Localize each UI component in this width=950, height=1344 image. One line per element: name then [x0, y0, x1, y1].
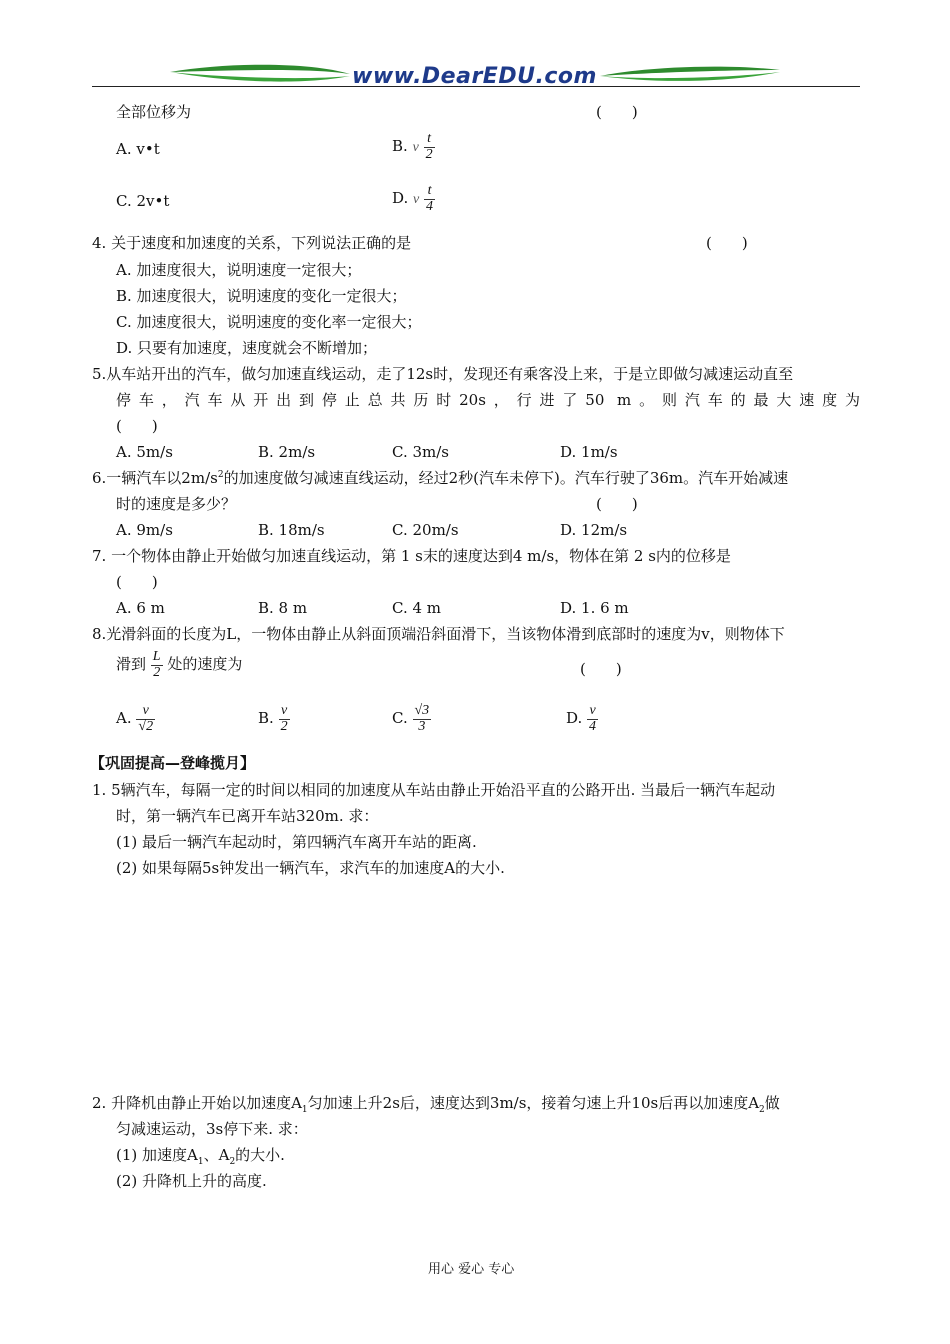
q-top-option-d [392, 184, 435, 214]
p2-sub1-b: 、A [203, 1146, 230, 1164]
fraction-numerator: t [424, 132, 435, 148]
q8-option-d [566, 704, 598, 734]
q8-line2-pre: 滑到 [116, 655, 147, 674]
fraction-numerator: √3 [414, 703, 430, 718]
q8-line2 [116, 650, 242, 680]
p2-line1-b: 匀加速上升2s后，速度达到3m/s，接着匀速上升10s后再以加速度A [307, 1094, 760, 1112]
q5-option-a: A. 5m/s [116, 443, 173, 461]
q7-option-c: C. 4 m [392, 599, 442, 617]
option-label: B. [392, 137, 408, 156]
fraction-numerator: L [152, 649, 161, 664]
q7-option-a: A. 6 m [116, 599, 165, 617]
q8-line2-post: 处的速度为 [167, 655, 243, 674]
q-top-option-b [392, 132, 435, 162]
q5-line1: 5.从车站开出的汽车，做匀加速直线运动，走了12s时，发现还有乘客没上来，于是立即做匀减速运动直至 [92, 365, 794, 383]
fraction [136, 704, 155, 734]
q6-line1-post: 的加速度做匀减速直线运动，经过2秒(汽车未停下)。汽车行驶了36m。汽车开始减速 [223, 469, 789, 487]
fraction-numerator: v [587, 704, 598, 720]
p2-line1 [92, 1094, 780, 1116]
fraction [279, 704, 290, 734]
q-top-answer-paren: ( ) [596, 103, 638, 121]
q7-line1: 7. 一个物体由静止开始做匀加速直线运动，第 1 s末的速度达到4 m/s，物体在第 2 s内的位移是 [92, 547, 731, 565]
q-top-stem: 全部位移为 [116, 103, 192, 121]
option-label: D. [566, 709, 583, 728]
q4-option-b: B. 加速度很大，说明速度的变化一定很大； [116, 287, 407, 305]
fraction [424, 184, 435, 214]
q4-option-d: D. 只要有加速度，速度就会不断增加； [116, 339, 378, 357]
q7-answer-paren: ( ) [116, 573, 158, 591]
p1-sub2: (2) 如果每隔5s钟发出一辆汽车，求汽车的加速度A的大小. [116, 859, 505, 877]
p2-sub1-c: 的大小. [235, 1146, 285, 1164]
option-label: D. [392, 189, 409, 208]
q-top-option-c: C. 2v•t [116, 192, 170, 210]
fraction-denominator: √2 [138, 718, 154, 734]
q8-line1: 8.光滑斜面的长度为L，一物体由静止从斜面顶端沿斜面滑下，当该物体滑到底部时的速度为v，则物体下 [92, 625, 785, 643]
q6-option-d: D. 12m/s [560, 521, 628, 539]
fraction [413, 704, 432, 734]
fraction-numerator: t [424, 184, 435, 200]
fraction-numerator: v [279, 704, 290, 720]
q4-stem: 4. 关于速度和加速度的关系，下列说法正确的是 [92, 234, 412, 252]
q7-option-b: B. 8 m [258, 599, 308, 617]
q8-answer-paren: ( ) [580, 660, 622, 678]
option-label: B. [258, 709, 274, 728]
q5-line2: 停车，汽车从开出到停止总共历时20s，行进了50 m。则汽车的最大速度为 [116, 391, 860, 409]
q6-option-c: C. 20m/s [392, 521, 459, 539]
q6-line1-superscript: 2 [217, 470, 224, 480]
fraction-denominator: 2 [153, 664, 161, 680]
q8-option-c [392, 704, 431, 734]
q5-option-d: D. 1m/s [560, 443, 618, 461]
p1-line1: 1. 5辆汽车，每隔一定的时间以相同的加速度从车站由静止开始沿平直的公路开出. 当最后一辆汽车起动 [92, 781, 776, 799]
fraction-denominator: 2 [425, 146, 433, 162]
math-v: v [412, 140, 419, 156]
q6-option-b: B. 18m/s [258, 521, 325, 539]
subscript: 2 [759, 1105, 765, 1115]
subscript: 1 [301, 1105, 308, 1115]
option-label: A. [116, 709, 132, 728]
p1-sub1: (1) 最后一辆汽车起动时，第四辆汽车离开车站的距离. [116, 833, 477, 851]
fraction-denominator: 3 [418, 718, 426, 734]
header-divider [92, 86, 860, 87]
fraction-L-over-2 [151, 650, 163, 680]
q6-line2: 时的速度是多少？ [116, 495, 237, 513]
q5-option-b: B. 2m/s [258, 443, 316, 461]
q6-line1 [92, 469, 788, 487]
fraction-denominator: 4 [426, 198, 434, 214]
q8-option-a [116, 704, 155, 734]
fraction-denominator: 2 [280, 718, 288, 734]
q5-answer-paren: ( ) [116, 417, 158, 435]
q4-option-c: C. 加速度很大，说明速度的变化率一定很大； [116, 313, 422, 331]
q-top-option-a: A. v•t [116, 140, 160, 158]
page-footer: 用心 爱心 专心 [428, 1262, 515, 1277]
option-label: C. [392, 709, 408, 728]
q5-option-c: C. 3m/s [392, 443, 449, 461]
site-logo-text[interactable]: www.DearEDU.com [352, 64, 597, 89]
p2-line2: 匀减速运动，3s停下来. 求： [116, 1120, 308, 1138]
p2-sub1-a: (1) 加速度A [116, 1146, 198, 1164]
q6-line1-pre: 6.一辆汽车以2m/s [92, 469, 218, 487]
q4-answer-paren: ( ) [706, 234, 748, 252]
fraction-denominator: 4 [589, 718, 597, 734]
p2-line1-c: 做 [764, 1094, 780, 1112]
fraction [587, 704, 598, 734]
q7-option-d: D. 1. 6 m [560, 599, 629, 617]
p2-line1-a: 2. 升降机由静止开始以加速度A [92, 1094, 302, 1112]
p2-sub1 [116, 1146, 285, 1168]
p2-sub2: (2) 升降机上升的高度. [116, 1172, 267, 1190]
p1-line2: 时，第一辆汽车已离开车站320m. 求： [116, 807, 379, 825]
q4-option-a: A. 加速度很大，说明速度一定很大； [116, 261, 362, 279]
subscript: 1 [197, 1157, 204, 1167]
fraction [424, 132, 435, 162]
q8-option-b [258, 704, 290, 734]
section-heading: 【巩固提高—登峰揽月】 [90, 754, 256, 772]
q6-option-a: A. 9m/s [116, 521, 173, 539]
q6-answer-paren: ( ) [596, 495, 638, 513]
math-v: v [413, 192, 420, 208]
fraction-numerator: v [136, 704, 155, 720]
subscript: 2 [229, 1157, 236, 1167]
